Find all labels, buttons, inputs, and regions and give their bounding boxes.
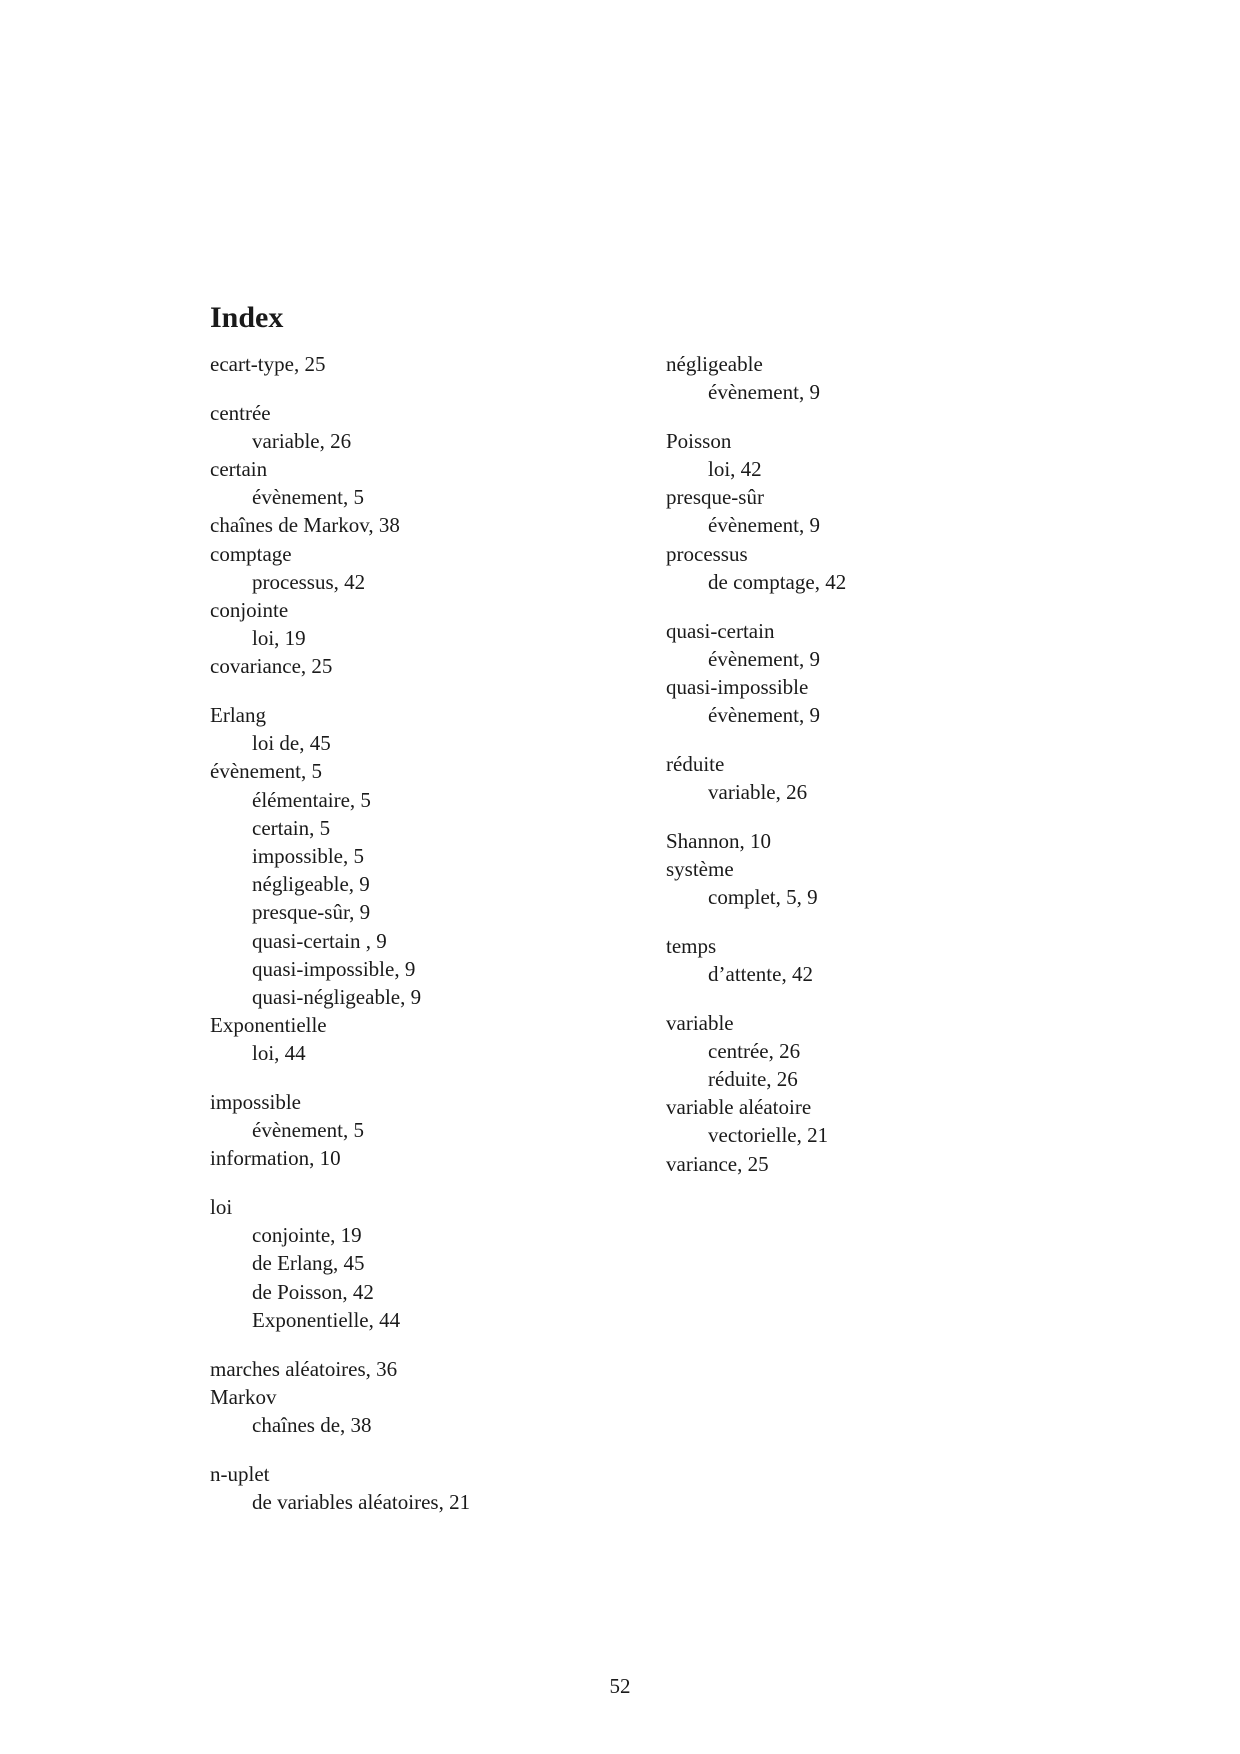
index-group: [210, 1088, 650, 1173]
index-subentry: variable, 26: [252, 428, 352, 453]
index-subentry: loi, 42: [708, 457, 762, 482]
index-subentry: de Erlang, 45: [252, 1251, 365, 1276]
index-entry: système: [666, 856, 734, 881]
index-entry: Exponentielle: [210, 1013, 327, 1038]
index-entry: information, 10: [210, 1146, 341, 1171]
index-subentry: évènement, 9: [708, 513, 820, 538]
index-subentry: quasi-certain , 9: [252, 928, 387, 953]
index-entry: évènement, 5: [210, 759, 322, 784]
index-entry: covariance, 25: [210, 654, 333, 679]
index-entry: Poisson: [666, 428, 732, 453]
index-group: [210, 1460, 650, 1516]
index-group: [666, 750, 1106, 806]
index-entry: impossible: [210, 1090, 302, 1114]
index-subentry: complet, 5, 9: [708, 885, 818, 909]
index-subentry: vectorielle, 21: [708, 1123, 829, 1148]
index-subentry: de variables aléatoires, 21: [252, 1489, 471, 1514]
index-entry: variance, 25: [666, 1151, 769, 1176]
index-entry: presque-sûr: [666, 485, 764, 510]
index-subentry: évènement, 5: [252, 1118, 364, 1143]
index-column-left: [210, 350, 650, 1536]
index-subentry: de comptage, 42: [708, 569, 847, 594]
index-entry: centrée: [210, 400, 271, 425]
index-subentry: presque-sûr, 9: [252, 900, 371, 925]
index-entry: variable: [666, 1010, 734, 1035]
index-subentry: évènement, 9: [708, 380, 820, 405]
index-entry: comptage: [210, 541, 292, 566]
index-group: [210, 1355, 650, 1440]
index-entry: quasi-certain: [666, 618, 775, 643]
index-group: [666, 427, 1106, 596]
index-subentry: impossible, 5: [252, 844, 365, 868]
index-subentry: loi, 44: [252, 1041, 306, 1066]
index-entry: Markov: [210, 1384, 277, 1409]
index-subentry: quasi-négligeable, 9: [252, 984, 422, 1009]
index-subentry: quasi-impossible, 9: [252, 956, 416, 981]
index-subentry: Exponentielle, 44: [252, 1307, 401, 1332]
index-subentry: évènement, 5: [252, 485, 364, 510]
index-subentry: certain, 5: [252, 815, 331, 840]
index-entry: processus: [666, 541, 748, 566]
index-entry: loi: [210, 1195, 233, 1220]
index-subentry: élémentaire, 5: [252, 787, 371, 812]
index-subentry: loi, 19: [252, 626, 306, 651]
index-group: [666, 827, 1106, 912]
page-number: 52: [609, 1674, 631, 1698]
index-entry: ecart-type, 25: [210, 352, 326, 376]
index-entry: marches aléatoires, 36: [210, 1356, 398, 1381]
index-subentry: réduite, 26: [708, 1066, 798, 1091]
index-group: [210, 350, 650, 378]
index-group: [210, 701, 650, 1067]
index-subentry: évènement, 9: [708, 703, 820, 728]
index-entry: Shannon, 10: [666, 828, 771, 853]
index-subentry: loi de, 45: [252, 731, 331, 756]
index-entry: Erlang: [210, 703, 266, 728]
index-entry: certain: [210, 457, 268, 482]
index-subentry: centrée, 26: [708, 1038, 801, 1063]
index-entry: conjointe: [210, 598, 289, 622]
index-group: [210, 1193, 650, 1334]
index-group: [666, 617, 1106, 730]
index-group: [210, 399, 650, 681]
index-group: [666, 932, 1106, 988]
index-entry: n-uplet: [210, 1461, 270, 1486]
index-entry: réduite: [666, 751, 725, 776]
index-entry: quasi-impossible: [666, 674, 809, 699]
index-group: [666, 1009, 1106, 1178]
index-subentry: évènement, 9: [708, 646, 820, 671]
index-group: [666, 350, 1106, 406]
index-subentry: processus, 42: [252, 569, 366, 594]
index-subentry: de Poisson, 42: [252, 1279, 374, 1304]
index-subentry: conjointe, 19: [252, 1223, 362, 1248]
index-entry: négligeable: [666, 352, 763, 376]
index-title: Index: [210, 301, 284, 334]
index-subentry: d’attente, 42: [708, 961, 813, 986]
index-subentry: chaînes de, 38: [252, 1412, 372, 1437]
index-subentry: variable, 26: [708, 779, 808, 804]
index-column-right: [666, 350, 1106, 1198]
index-subentry: négligeable, 9: [252, 872, 370, 897]
index-entry: variable aléatoire: [666, 1095, 812, 1120]
index-entry: chaînes de Markov, 38: [210, 513, 400, 538]
index-entry: temps: [666, 933, 717, 958]
